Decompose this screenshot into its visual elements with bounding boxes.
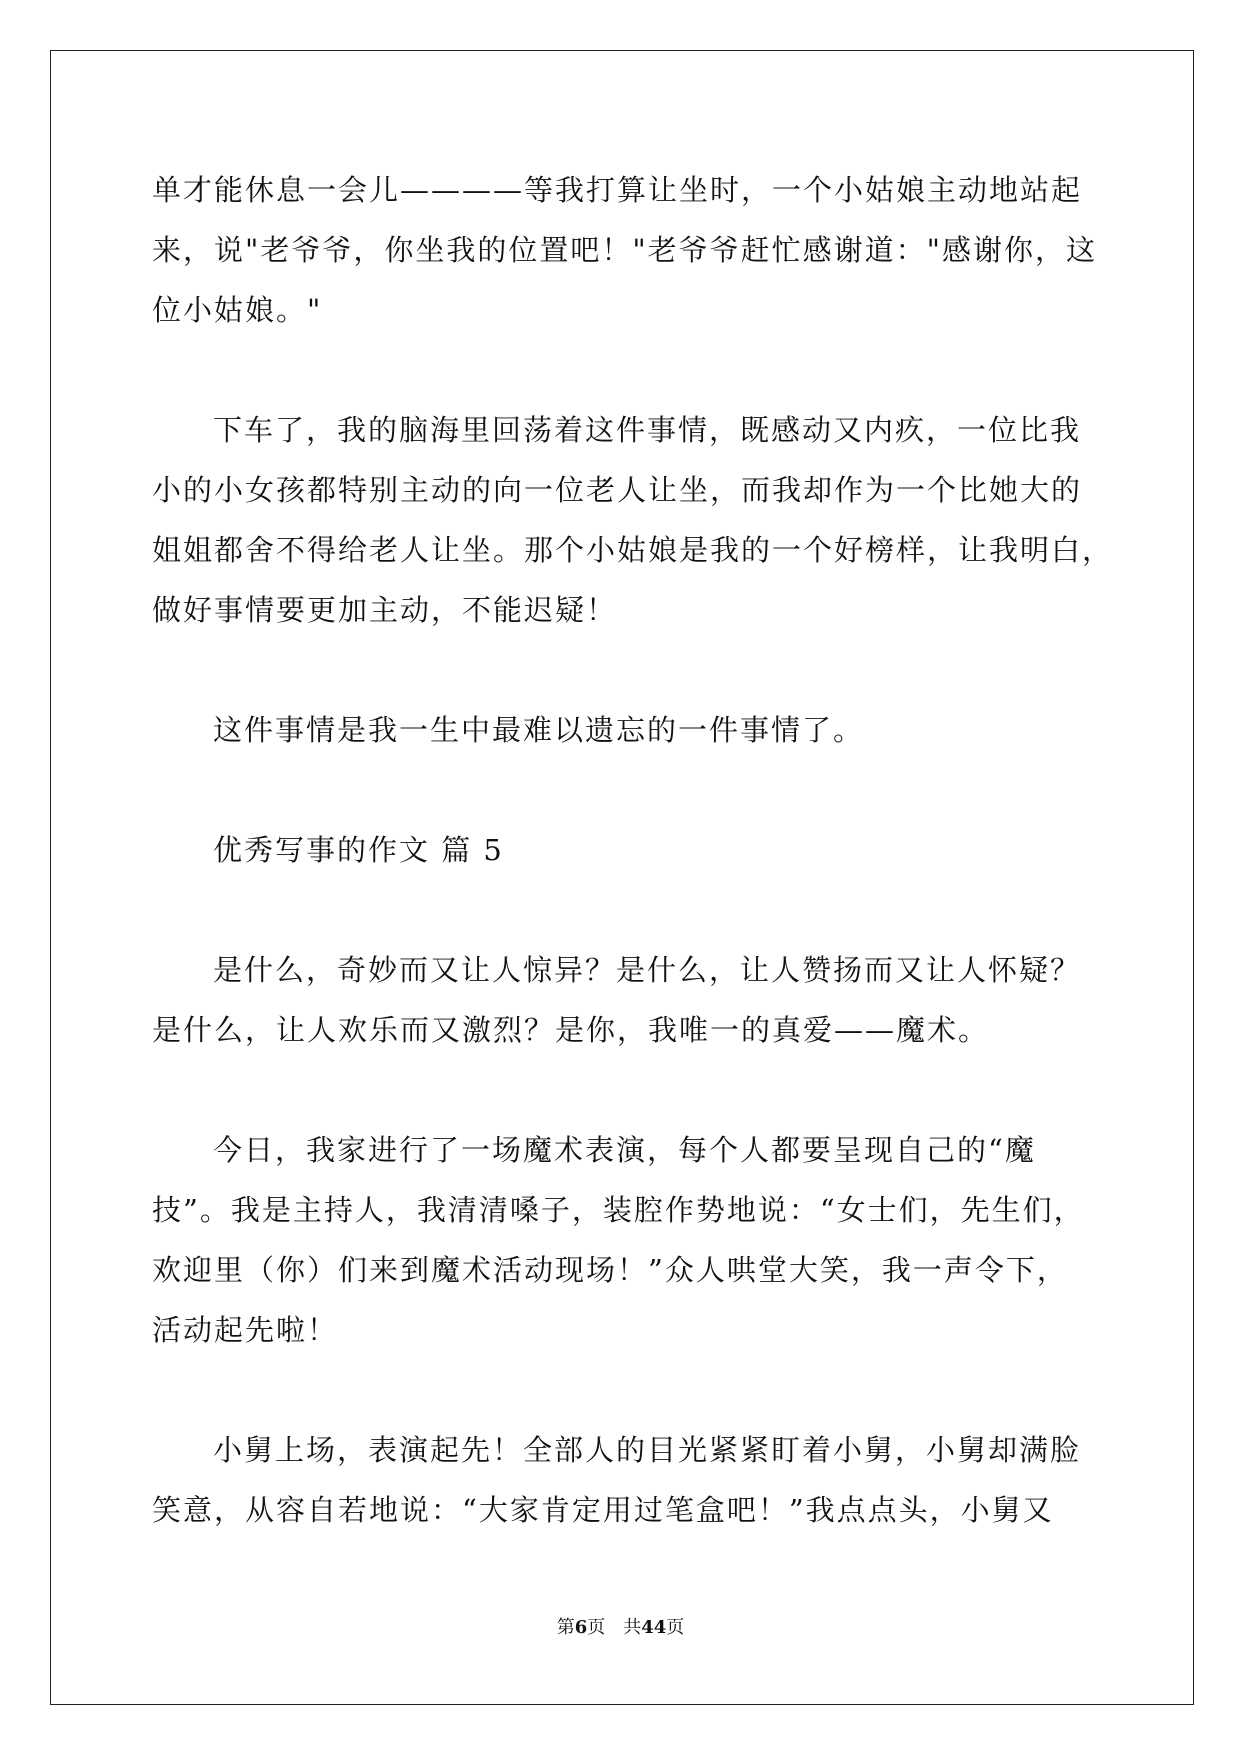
text-line: 欢迎里（你）们来到魔术活动现场！”众人哄堂大笑，我一声令下， [152,1253,1068,1287]
text-line: 是什么，奇妙而又让人惊异？是什么，让人赞扬而又让人怀疑？ [213,953,1082,987]
text-line: 做好事情要更加主动，不能迟疑！ [152,593,618,627]
text-line: 下车了，我的脑海里回荡着这件事情，既感动又内疚，一位比我 [213,413,1082,447]
page-prefix: 第 [556,1617,575,1638]
total-pages: 44 [641,1617,667,1638]
text-line: 笑意，从容自若地说：“大家肯定用过笔盒吧！”我点点头，小舅又 [152,1493,1054,1527]
text-line: 今日，我家进行了一场魔术表演，每个人都要呈现自己的“魔 [213,1133,1036,1167]
text-line: 这件事情是我一生中最难以遗忘的一件事情了。 [213,713,865,747]
text-line: 活动起先啦！ [152,1313,339,1347]
page-suffix: 页 [587,1617,606,1638]
page-footer [0,1616,1241,1640]
text-line: 姐姐都舍不得给老人让坐。那个小姑娘是我的一个好榜样，让我明白， [152,533,1114,567]
text-line: 小舅上场，表演起先！全部人的目光紧紧盯着小舅，小舅却满脸 [213,1433,1082,1467]
total-prefix: 共 [623,1617,642,1638]
total-suffix: 页 [666,1617,685,1638]
text-line: 技”。我是主持人，我清清嗓子，装腔作势地说：“女士们，先生们， [152,1193,1085,1227]
text-line: 来，说"老爷爷，你坐我的位置吧！"老爷爷赶忙感谢道："感谢你，这 [152,233,1098,267]
text-line: 小的小女孩都特别主动的向一位老人让坐，而我却作为一个比她大的 [152,473,1083,507]
text-line: 是什么，让人欢乐而又激烈？是你，我唯一的真爱——魔术。 [152,1013,990,1047]
text-line: 位小姑娘。" [152,293,323,327]
text-line: 单才能休息一会儿————等我打算让坐时，一个小姑娘主动地站起 [152,173,1083,207]
page-number: 6 [574,1617,588,1638]
section-heading: 优秀写事的作文 篇 5 [213,833,504,867]
